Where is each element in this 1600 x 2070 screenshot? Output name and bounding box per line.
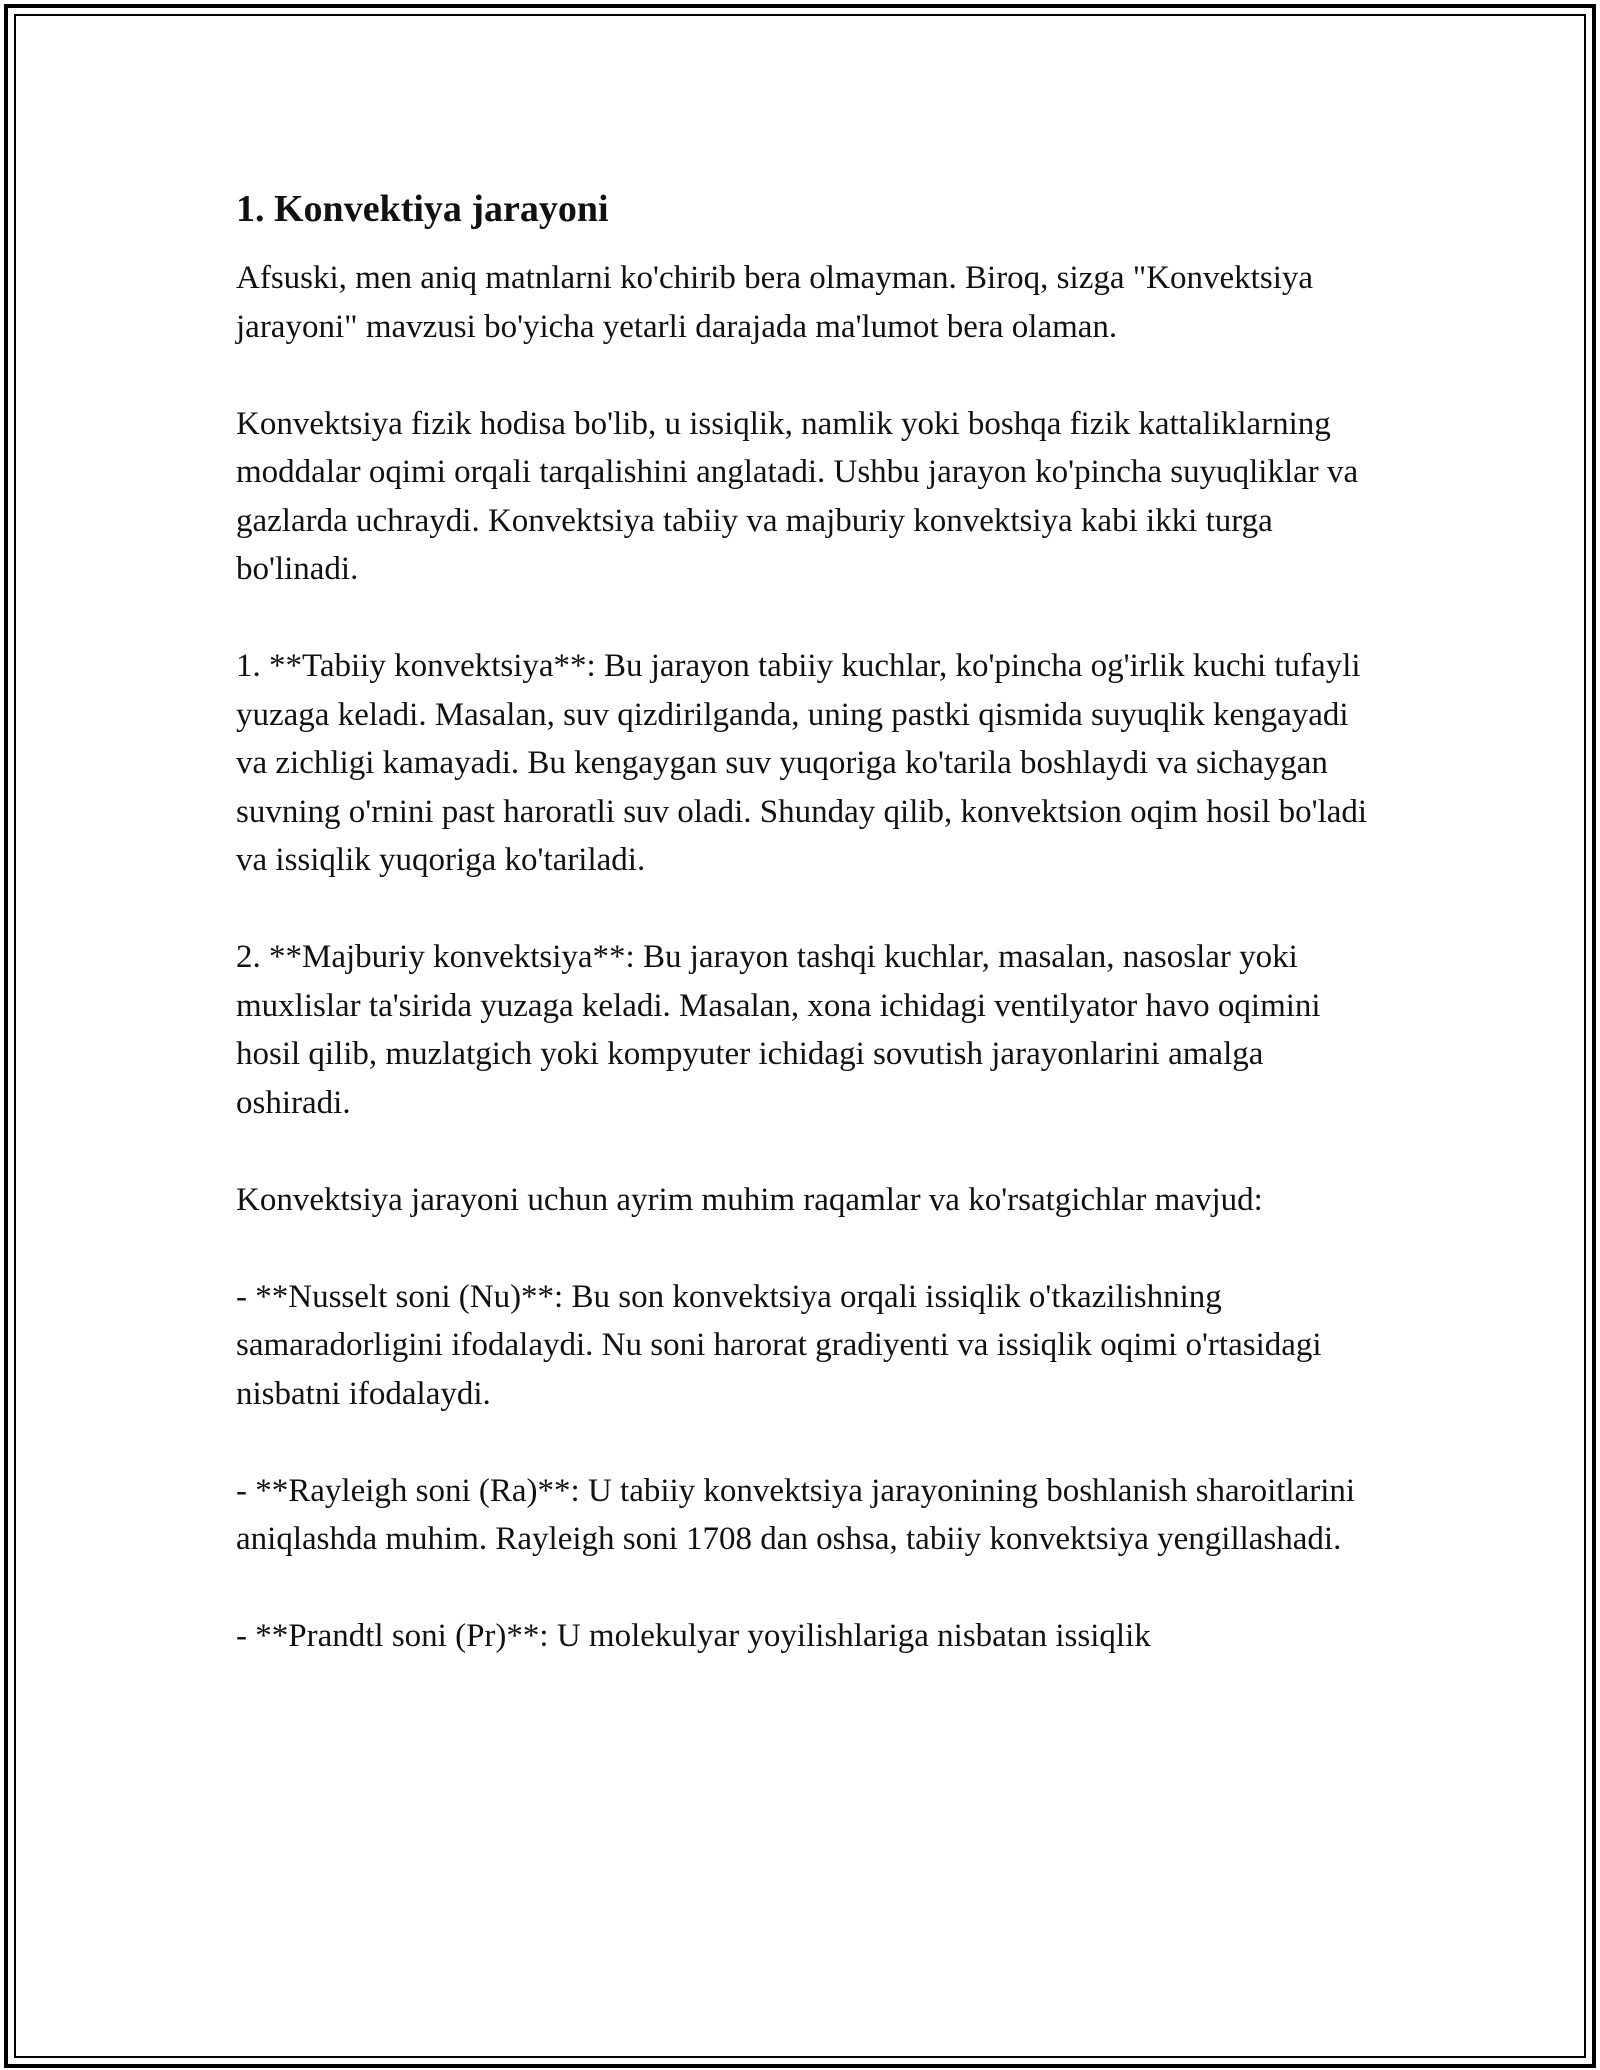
paragraph-forced-convection: 2. **Majburiy konvektsiya**: Bu jarayon tashqi kuchlar, masalan, nasoslar yoki muxlislar ta'sirida yuzaga keladi. Masalan, xona ichidagi ventilyator havo oqimini hosil qilib, muzlatgich yoki kompyuter ichidagi sovutish jarayonlarini amalga oshiradi. (236, 939, 1321, 1121)
paragraph-prandtl: - **Prandtl soni (Pr)**: U molekulyar yoyilishlariga nisbatan issiqlik (236, 1618, 1151, 1654)
paragraph-numbers-intro: Konvektsiya jarayoni uchun ayrim muhim raqamlar va ko'rsatgichlar mavjud: (236, 1181, 1263, 1218)
document-title: 1. Konvektiya jarayoni (236, 188, 609, 230)
paragraph-definition: Konvektsiya fizik hodisa bo'lib, u issiqlik, namlik yoki boshqa fizik kattaliklarning moddalar oqimi orqali tarqalishini anglatadi. Ushbu jarayon ko'pincha suyuqliklar va gazlarda uchraydi. Konvektsiya tabiiy va majburiy konvektsiya kabi ikki turga bo'linadi. (236, 405, 1359, 587)
paragraph-intro: Afsuski, men aniq matnlarni ko'chirib bera olmayman. Biroq, sizga "Konvektsiya jarayoni" mavzusi bo'yicha yetarli darajada ma'lumot bera olaman. (236, 260, 1314, 345)
paragraph-nusselt: - **Nusselt soni (Nu)**: Bu son konvektsiya orqali issiqlik o'tkazilishning samaradorligini ifodalaydi. Nu soni harorat gradiyenti va issiqlik oqimi o'rtasidagi nisbatni ifodalaydi. (236, 1278, 1322, 1412)
paragraph-rayleigh: - **Rayleigh soni (Ra)**: U tabiiy konvektsiya jarayonining boshlanish sharoitlarini aniqlashda muhim. Rayleigh soni 1708 dan oshsa, tabiiy konvektsiya yengillashadi. (236, 1472, 1356, 1557)
paragraph-natural-convection: 1. **Tabiiy konvektsiya**: Bu jarayon tabiiy kuchlar, ko'pincha og'irlik kuchi tufayli yuzaga keladi. Masalan, suv qizdirilganda, uning pastki qismida suyuqlik kengayadi va zichligi kamayadi. Bu kengaygan suv yuqoriga ko'tarila boshlaydi va sichaygan suvning o'rnini past haroratli suv oladi. Shunday qilib, konvektsion oqim hosil bo'ladi va issiqlik yuqoriga ko'tariladi. (236, 648, 1368, 878)
document-body (236, 186, 1376, 1661)
